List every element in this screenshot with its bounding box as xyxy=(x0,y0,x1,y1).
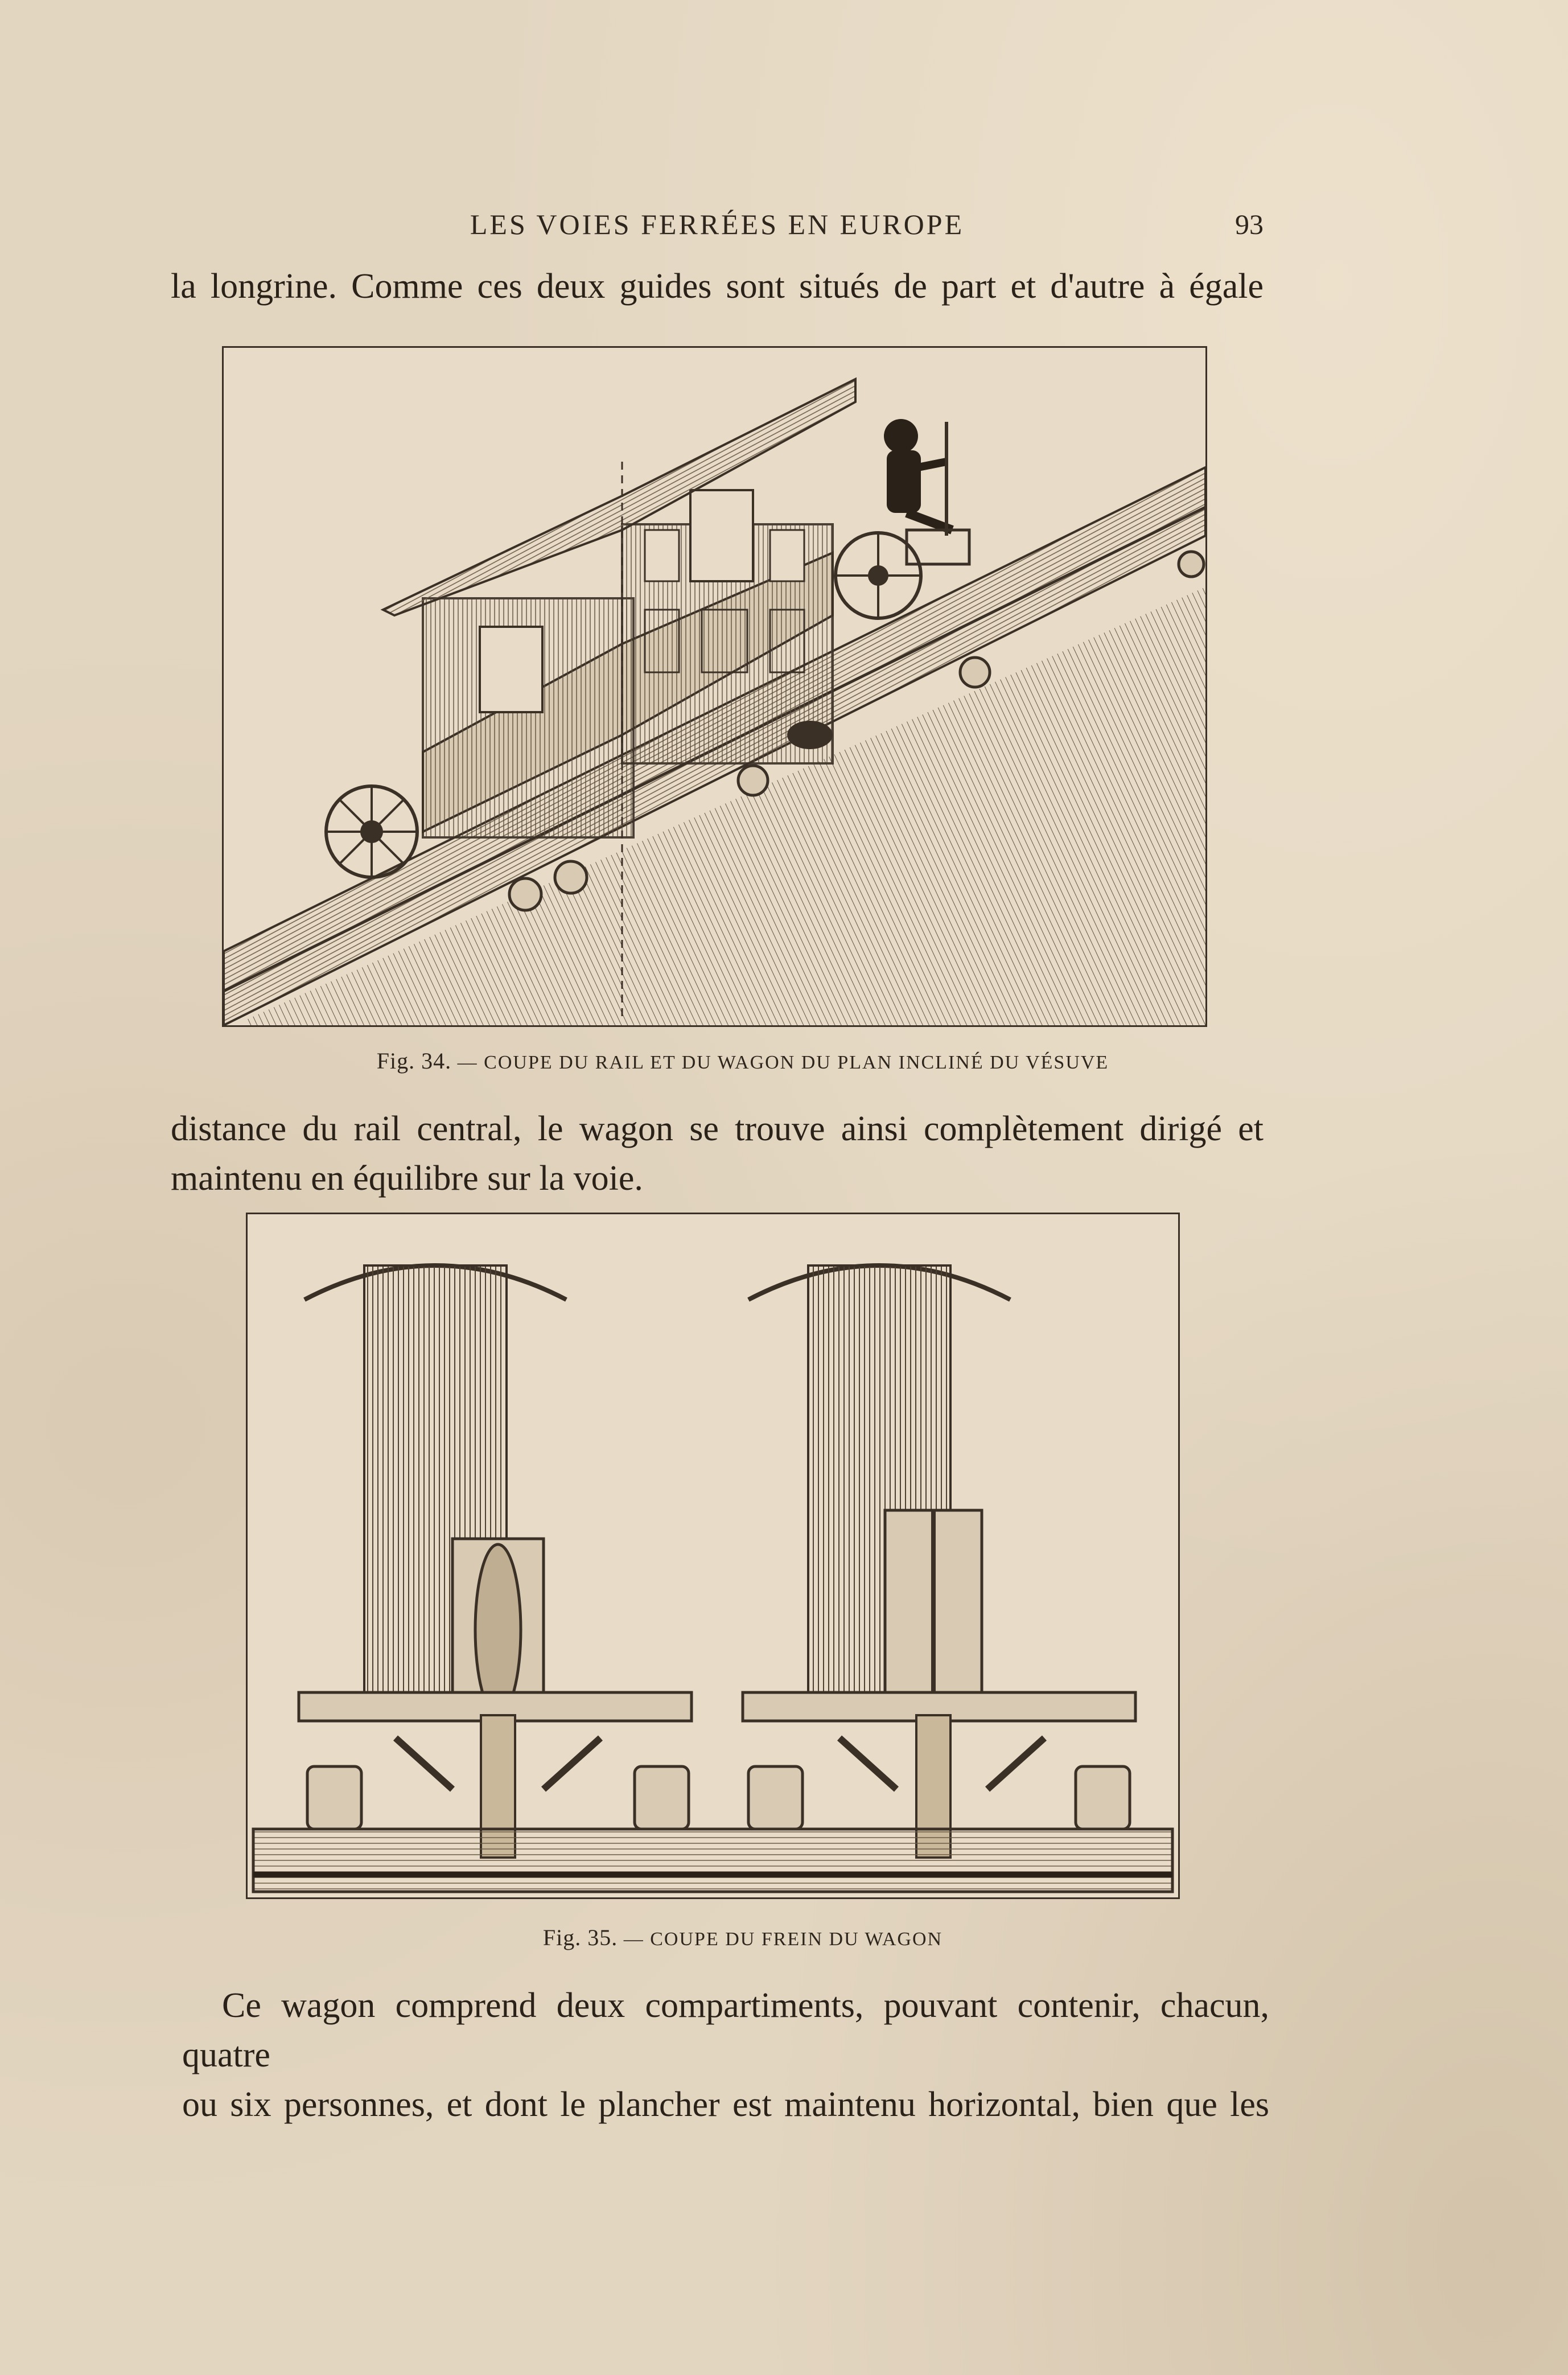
running-title: LES VOIES FERRÉES EN EUROPE xyxy=(470,208,965,240)
wagon-body xyxy=(383,379,855,837)
text-line: ou six personnes, et dont le plancher est maintenu horizontal, bien que les xyxy=(182,2085,1269,2124)
text-line: Ce wagon comprend deux compartiments, pouvant contenir, chacun, quatre xyxy=(182,1986,1269,2074)
paragraph-equilibrium xyxy=(171,1104,1264,1203)
figure-35-caption xyxy=(171,1924,1315,1951)
figure-34-caption xyxy=(171,1047,1315,1074)
figure-34-number: Fig. 34. xyxy=(376,1048,452,1074)
figure-35-illustration xyxy=(246,1213,1180,1899)
text-line: distance du rail central, le wagon se trouve ainsi complètement dirigé et xyxy=(171,1110,1264,1148)
figure-35-caption-text: — COUPE DU FREIN DU WAGON xyxy=(623,1929,943,1950)
text-line: la longrine. Comme ces deux guides sont situés de part et d'autre à égale xyxy=(171,267,1264,306)
brakeman-figure xyxy=(884,419,969,564)
figure-35-number: Fig. 35. xyxy=(542,1925,618,1950)
brake-section-engraving xyxy=(248,1214,1178,1897)
text-line: maintenu en équilibre sur la voie. xyxy=(171,1159,643,1198)
left-wagon-section xyxy=(299,1265,692,1858)
figure-34-illustration xyxy=(222,346,1207,1027)
lower-wheel xyxy=(326,786,417,877)
page-header xyxy=(171,208,1264,248)
page-number: 93 xyxy=(1235,208,1264,240)
figure-34-caption-text: — COUPE DU RAIL ET DU WAGON DU PLAN INCLINÉ DU VÉSUVE xyxy=(457,1052,1109,1073)
right-wagon-section xyxy=(743,1265,1135,1858)
paragraph-intro xyxy=(171,262,1264,311)
paragraph-compartments xyxy=(182,1981,1269,2130)
inclined-plane-wagon-engraving xyxy=(224,348,1205,1025)
